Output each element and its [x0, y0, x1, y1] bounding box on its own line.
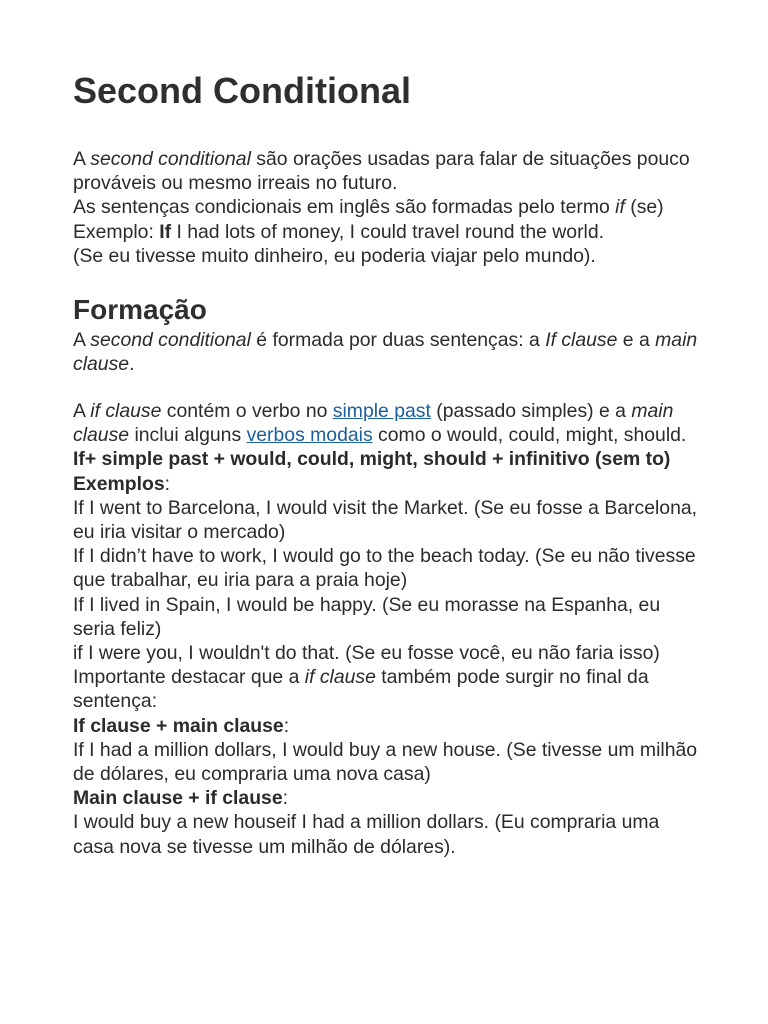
order-1-heading	[73, 714, 698, 738]
text-run: I had lots of money, I could travel round the world.	[171, 220, 605, 243]
example-item: If I lived in Spain, I would be happy. (Se eu morasse na Espanha, eu seria feliz)	[73, 593, 661, 640]
modal-verbs-link[interactable]: verbos modais	[246, 424, 373, 447]
formula	[73, 447, 698, 471]
text-run: são orações usadas para falar de situações pouco prováveis ou mesmo irreais no futuro.	[73, 148, 690, 195]
order-1-label: If clause + main clause	[73, 714, 284, 737]
term-second-conditional: second conditional	[90, 329, 251, 351]
text-run: como o would, could, might, should.	[372, 424, 687, 447]
examples-label: Exemplos	[73, 472, 165, 495]
formula-text: If+ simple past + would, could, might, should + infinitivo (sem to)	[73, 448, 671, 471]
term-main-clause: main clause	[73, 400, 674, 447]
text-run: .	[129, 353, 135, 376]
intro-paragraph-2	[73, 195, 698, 219]
example-item: if I were you, I wouldn't do that. (Se eu fosse você, eu não faria isso)	[73, 642, 660, 665]
term-if-clause: If clause	[545, 329, 618, 351]
text-run: é formada por duas sentenças: a	[250, 329, 546, 351]
text-run: A	[73, 400, 91, 422]
term-if: if	[615, 196, 625, 219]
term-if-clause: if clause	[90, 400, 162, 422]
text-run: inclui alguns	[129, 424, 247, 447]
formation-body	[73, 399, 698, 859]
page-title: Second Conditional	[73, 70, 411, 111]
text-run: :	[164, 472, 170, 495]
order-2-example: I would buy a new houseif I had a million dollars. (Eu compraria uma casa nova se tivesse um milhão de dólares).	[73, 811, 660, 858]
term-main-clause: main clause	[73, 329, 698, 376]
term-second-conditional: second conditional	[90, 148, 251, 170]
intro-section	[73, 147, 698, 268]
example-item: If I didn’t have to work, I would go to the beach today. (Se eu não tivesse que trabalhar, eu iria para a praia hoje)	[73, 545, 696, 592]
simple-past-link[interactable]: simple past	[332, 400, 431, 422]
order-2-label: Main clause + if clause	[73, 787, 283, 810]
formation-paragraph-2	[73, 399, 698, 447]
text-run: A	[73, 329, 91, 351]
section-heading-formation: Formação	[73, 294, 207, 325]
example-item: If I went to Barcelona, I would visit the Market. (Se eu fosse a Barcelona, eu iria visitar o mercado)	[73, 496, 698, 544]
text-run: e a	[617, 329, 656, 351]
text-run: (se)	[624, 196, 664, 219]
intro-example	[73, 220, 698, 244]
text-run: contém o verbo no	[161, 400, 333, 422]
order-1-example: If I had a million dollars, I would buy a new house. (Se tivesse um milhão de dólares, eu compraria uma nova casa)	[73, 738, 698, 786]
text-run: Importante destacar que a	[73, 666, 305, 689]
text-run: :	[282, 787, 289, 810]
intro-paragraph-1	[73, 147, 698, 195]
formation-intro	[73, 328, 698, 376]
text-run: (passado simples) e a	[430, 400, 632, 422]
text-run: também pode surgir no final da sentença:	[73, 666, 649, 713]
example-if-keyword: If	[159, 220, 172, 243]
formation-paragraph-1	[73, 328, 698, 376]
example-label: Exemplo:	[73, 220, 160, 243]
clause-position-note	[73, 665, 698, 713]
order-2-heading	[73, 786, 698, 810]
term-if-clause: if clause	[304, 666, 376, 689]
examples-heading	[73, 472, 698, 496]
intro-example-translation: (Se eu tivesse muito dinheiro, eu poderia viajar pelo mundo).	[73, 244, 596, 267]
text-run: :	[283, 714, 290, 737]
text-run: A	[73, 148, 91, 170]
text-run: As sentenças condicionais em inglês são formadas pelo termo	[73, 196, 616, 219]
